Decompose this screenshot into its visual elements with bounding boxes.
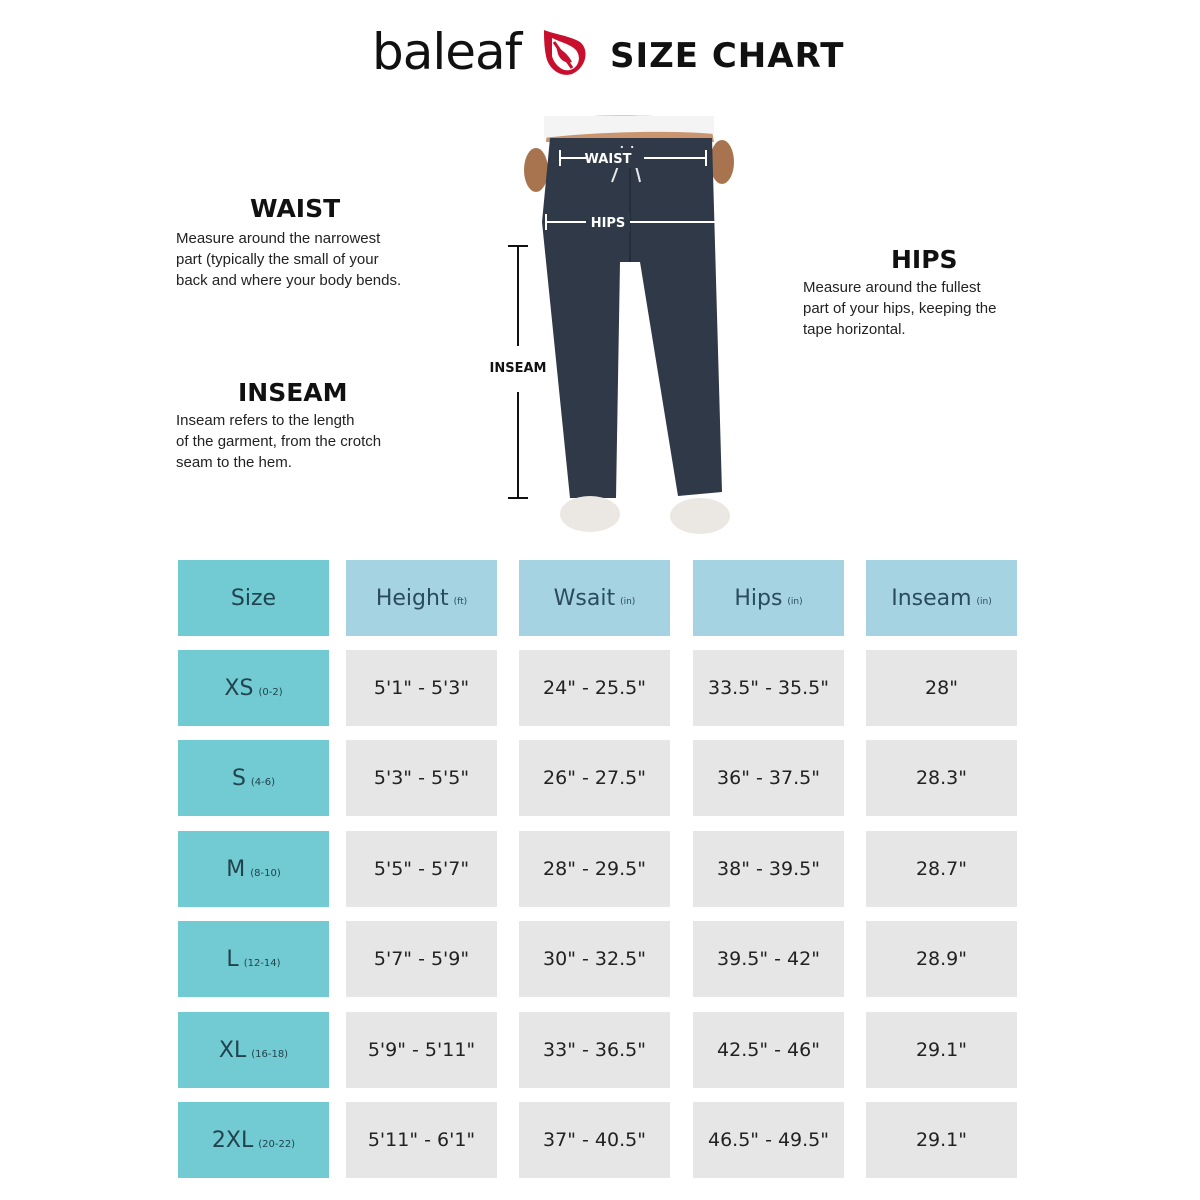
hips-text-line: Measure around the fullest [803,279,981,296]
table-cell-inseam [866,921,1017,997]
cell-value: 5'9" - 5'11" [367,1039,476,1061]
cell-value: 29.1" [915,1129,968,1151]
hips-heading: HIPS [891,245,958,274]
waist-marker-label: WAIST [584,152,632,167]
size-cell [178,1102,329,1178]
inseam-heading: INSEAM [238,378,348,407]
waist-text-line: Measure around the narrowest [176,230,381,247]
size-range: (20-22) [258,1138,296,1150]
table-header-cell [519,560,670,636]
cell-value: 29.1" [915,1039,968,1061]
size-range: (8-10) [250,867,281,879]
hips-text-line: tape horizontal. [803,321,906,338]
table-cell-inseam [866,650,1017,726]
cell-value: 24" - 25.5" [543,677,646,699]
table-header-cell [178,560,329,636]
page-title: SIZE CHART [610,36,845,76]
cell-value: 28.3" [915,767,968,789]
table-cell-inseam [866,740,1017,816]
table-cell-hips [693,1102,844,1178]
table-cell-height [346,921,497,997]
table-cell-waist [519,921,670,997]
inseam-text-line: Inseam refers to the length [176,412,355,429]
table-cell-inseam [866,831,1017,907]
cell-value: 5'1" - 5'3" [373,677,470,699]
inseam-marker-label: INSEAM [489,361,547,376]
header [0,22,1200,84]
left-shoe-shape [560,496,620,532]
table-cell-hips [693,1012,844,1088]
table-cell-inseam [866,1102,1017,1178]
size-label: 2XL [211,1127,254,1153]
table-cell-hips [693,650,844,726]
table-cell-hips [693,831,844,907]
cell-value: 28" [925,677,958,699]
right-shoe-shape [670,498,730,534]
hips-description [803,245,1063,340]
waist-text-line: back and where your body bends. [176,272,402,289]
size-cell [178,921,329,997]
table-cell-waist [519,831,670,907]
cell-value: 5'7" - 5'9" [373,948,470,970]
header-label: Wsait [553,585,616,611]
table-header-cell [693,560,844,636]
table-header-cell [346,560,497,636]
inseam-text-line: seam to the hem. [176,454,292,471]
header-unit: (in) [976,597,992,607]
waist-text-line: part (typically the small of your [176,251,379,268]
header-label: Height [375,585,449,611]
table-header-cell [866,560,1017,636]
pants-shape [542,138,722,498]
cell-value: 28.9" [915,948,968,970]
table-cell-waist [519,1102,670,1178]
size-label: XS [224,675,254,701]
size-range: (16-18) [251,1048,289,1060]
cell-value: 28" - 29.5" [543,858,646,880]
cell-value: 46.5" - 49.5" [707,1129,830,1151]
table-cell-waist [519,1012,670,1088]
inseam-text-line: of the garment, from the crotch [176,433,382,450]
table-cell-height [346,1102,497,1178]
header-unit: (in) [620,597,636,607]
size-cell [178,740,329,816]
header-label: Hips [734,585,783,611]
size-label: XL [218,1037,247,1063]
cell-value: 28.7" [915,858,968,880]
header-label: Size [230,585,277,611]
table-cell-inseam [866,1012,1017,1088]
hips-marker-label: HIPS [590,216,626,231]
header-unit: (ft) [453,597,468,607]
table-cell-waist [519,740,670,816]
size-label: L [226,946,239,972]
table-cell-height [346,740,497,816]
cell-value: 36" - 37.5" [717,767,820,789]
table-cell-hips [693,921,844,997]
cell-value: 37" - 40.5" [543,1129,646,1151]
cell-value: 42.5" - 46" [717,1039,820,1061]
size-label: M [226,856,246,882]
waist-description [176,194,456,291]
left-hand-shape [524,148,548,192]
cell-value: 38" - 39.5" [717,858,820,880]
cell-value: 33.5" - 35.5" [707,677,830,699]
size-label: S [231,765,246,791]
size-range: (12-14) [243,957,281,969]
waist-heading: WAIST [250,194,341,223]
cell-value: 33" - 36.5" [543,1039,646,1061]
brand-name: baleaf [372,23,522,81]
hips-text-line: part of your hips, keeping the [803,300,997,317]
cell-value: 39.5" - 42" [717,948,820,970]
table-cell-height [346,831,497,907]
pants-illustration [470,112,770,542]
table-cell-height [346,650,497,726]
cell-value: 26" - 27.5" [543,767,646,789]
cell-value: 5'3" - 5'5" [373,767,470,789]
cell-value: 5'11" - 6'1" [367,1129,476,1151]
size-cell [178,650,329,726]
size-range: (4-6) [250,776,276,788]
inseam-description [176,378,456,473]
baleaf-logo-icon [536,24,592,80]
cell-value: 5'5" - 5'7" [373,858,470,880]
table-cell-waist [519,650,670,726]
size-range: (0-2) [258,686,283,698]
size-cell [178,1012,329,1088]
header-label: Inseam [891,585,972,611]
table-cell-hips [693,740,844,816]
right-hand-shape [710,140,734,184]
table-cell-height [346,1012,497,1088]
size-cell [178,831,329,907]
header-unit: (in) [787,597,803,607]
cell-value: 30" - 32.5" [543,948,646,970]
